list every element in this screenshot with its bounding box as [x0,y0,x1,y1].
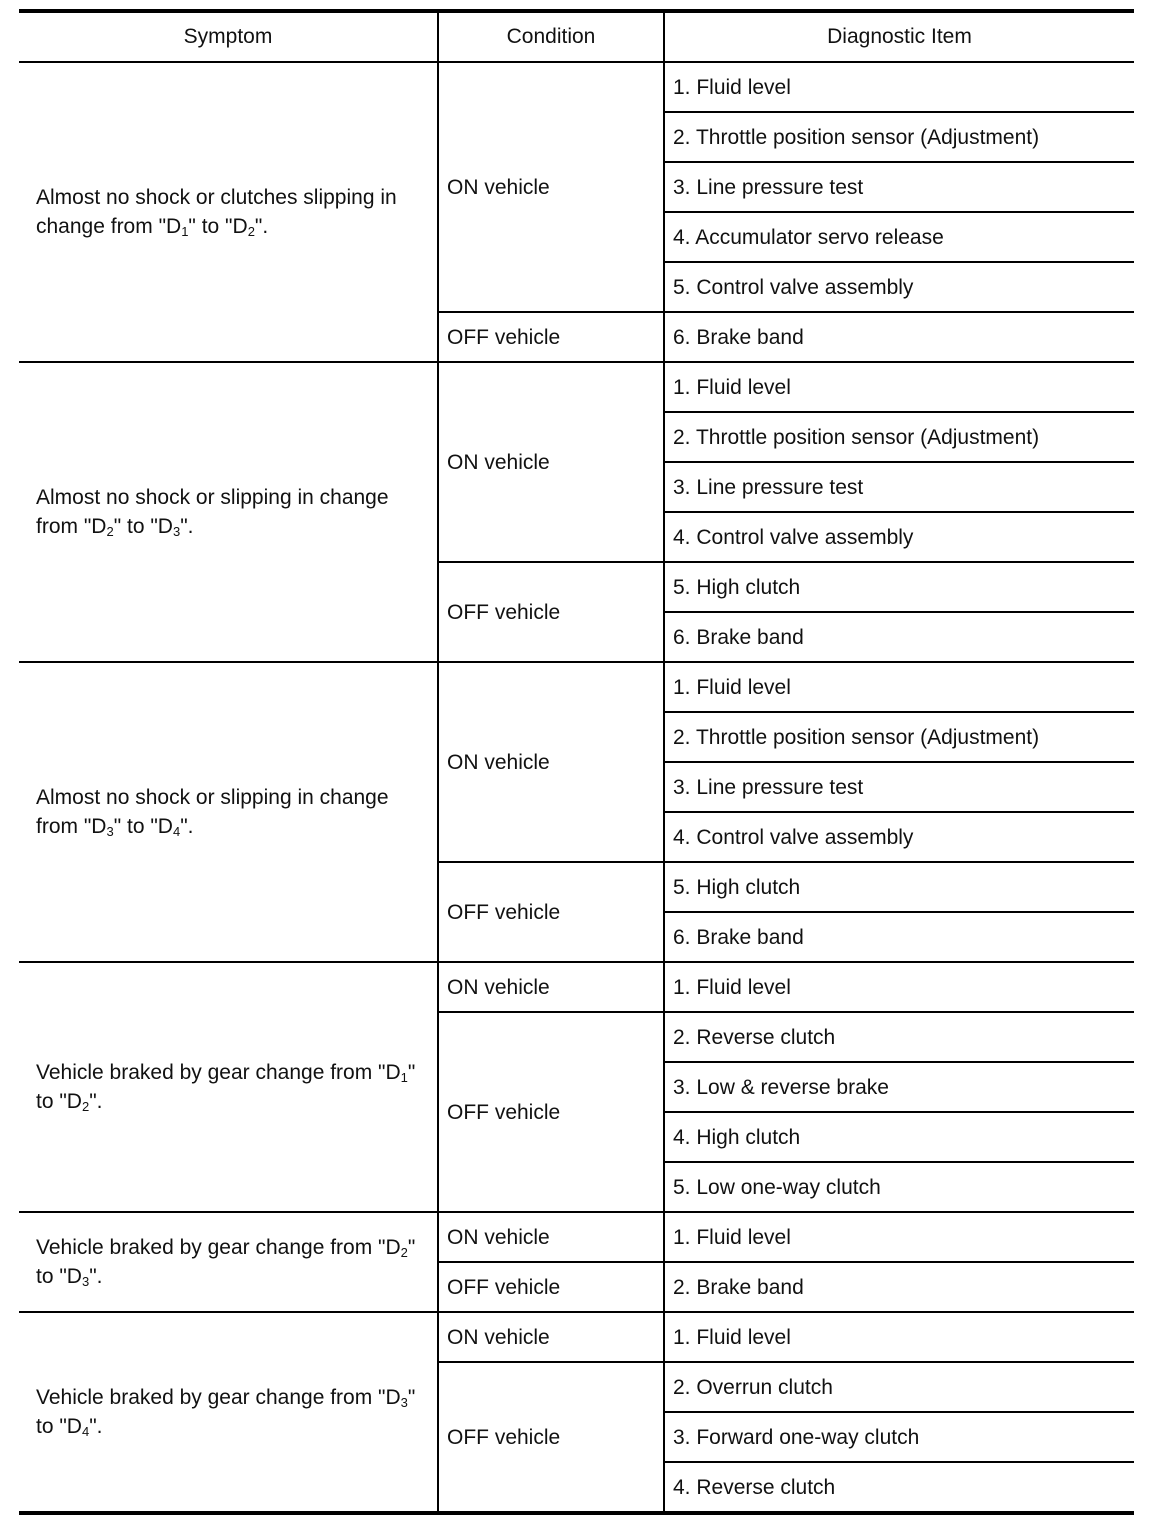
condition-cell: OFF vehicle [438,1362,664,1513]
diagnostic-item-cell: 1. Fluid level [664,662,1134,712]
symptom-cell: Vehicle braked by gear change from "$D_3$" to "$D_4$". [19,1312,438,1513]
condition-cell: ON vehicle [438,962,664,1012]
diagnostic-item-cell: 2. Throttle position sensor (Adjustment) [664,412,1134,462]
diagnostic-item-cell: 3. Forward one-way clutch [664,1412,1134,1462]
diagnostic-item-cell: 5. Control valve assembly [664,262,1134,312]
symptom-cell: Almost no shock or slipping in change from "$D_3$" to "$D_4$". [19,662,438,962]
header-row [19,11,1134,62]
diagnostic-item-cell: 4. Accumulator servo release [664,212,1134,262]
diagnostic-item-cell: 1. Fluid level [664,362,1134,412]
header-diagnostic-item: Diagnostic Item [664,11,1134,62]
table-row [19,362,1134,412]
diagnostic-table [19,9,1134,1515]
header-symptom: Symptom [19,11,438,62]
table-row [19,962,1134,1012]
diagnostic-item-cell: 6. Brake band [664,612,1134,662]
diagnostic-item-cell: 4. High clutch [664,1112,1134,1162]
diagnostic-item-cell: 1. Fluid level [664,1212,1134,1262]
diagnostic-item-cell: 6. Brake band [664,312,1134,362]
diagnostic-item-cell: 4. Control valve assembly [664,512,1134,562]
condition-cell: ON vehicle [438,1212,664,1262]
condition-cell: ON vehicle [438,362,664,562]
diagnostic-item-cell: 4. Reverse clutch [664,1462,1134,1513]
diagnostic-item-cell: 1. Fluid level [664,62,1134,112]
condition-cell: ON vehicle [438,662,664,862]
symptom-cell: Almost no shock or clutches slipping in change from "$D_1$" to "$D_2$". [19,62,438,362]
diagnostic-item-cell: 2. Brake band [664,1262,1134,1312]
condition-cell: OFF vehicle [438,862,664,962]
diagnostic-item-cell: 3. Line pressure test [664,162,1134,212]
table-row [19,1212,1134,1262]
diagnostic-item-cell: 3. Line pressure test [664,762,1134,812]
symptom-cell: Vehicle braked by gear change from "$D_2$" to "$D_3$". [19,1212,438,1312]
condition-cell: OFF vehicle [438,1262,664,1312]
table-body [19,62,1134,1513]
symptom-cell: Almost no shock or slipping in change from "$D_2$" to "$D_3$". [19,362,438,662]
diagnostic-item-cell: 5. High clutch [664,562,1134,612]
diagnostic-item-cell: 2. Overrun clutch [664,1362,1134,1412]
diagnostic-item-cell: 6. Brake band [664,912,1134,962]
diagnostic-item-cell: 2. Throttle position sensor (Adjustment) [664,112,1134,162]
symptom-cell: Vehicle braked by gear change from "$D_1$" to "$D_2$". [19,962,438,1212]
table-row [19,1312,1134,1362]
diagnostic-item-cell: 2. Throttle position sensor (Adjustment) [664,712,1134,762]
diagnostic-item-cell: 1. Fluid level [664,1312,1134,1362]
diagnostic-item-cell: 3. Low & reverse brake [664,1062,1134,1112]
diagnostic-item-cell: 4. Control valve assembly [664,812,1134,862]
diagnostic-item-cell: 3. Line pressure test [664,462,1134,512]
diagnostic-item-cell: 5. High clutch [664,862,1134,912]
diagnostic-item-cell: 1. Fluid level [664,962,1134,1012]
diagnostic-item-cell: 2. Reverse clutch [664,1012,1134,1062]
condition-cell: OFF vehicle [438,562,664,662]
condition-cell: OFF vehicle [438,312,664,362]
condition-cell: ON vehicle [438,62,664,312]
table-header [19,11,1134,62]
header-condition: Condition [438,11,664,62]
condition-cell: OFF vehicle [438,1012,664,1212]
table-row [19,662,1134,712]
table-row [19,62,1134,112]
diagnostic-item-cell: 5. Low one-way clutch [664,1162,1134,1212]
condition-cell: ON vehicle [438,1312,664,1362]
